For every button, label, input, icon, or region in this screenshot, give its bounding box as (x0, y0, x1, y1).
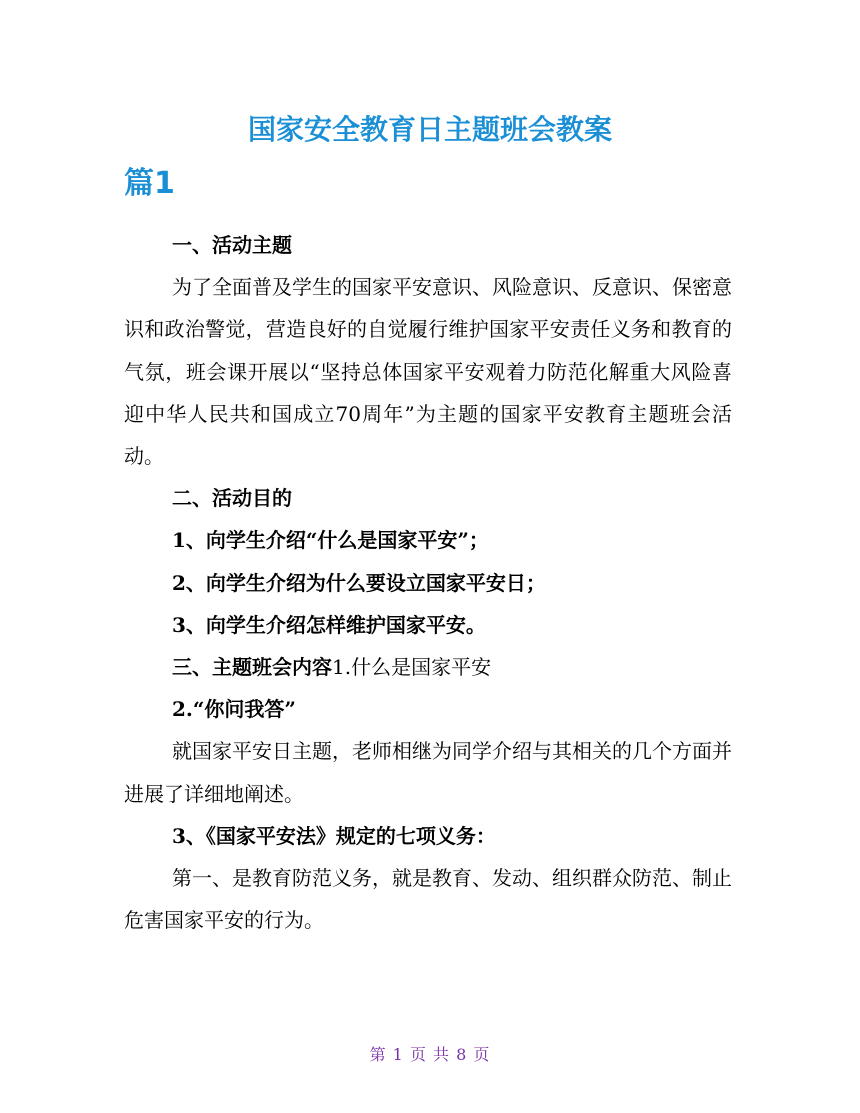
page-footer: 第 1 页 共 8 页 (369, 1045, 491, 1064)
heading-qa: 2.“你问我答” (172, 697, 296, 722)
document-title: 国家安全教育日主题班会教案 (247, 113, 612, 146)
class-content-item-1: 1.什么是国家平安 (332, 655, 492, 680)
heading-activity-purpose: 二、活动目的 (172, 486, 292, 511)
paragraph-activity-theme: 为了全面普及学生的国家平安意识、风险意识、反意识、保密意识和政治警觉，营造良好的自觉履行维护国家平安责任义务和教育的气氛，班会课开展以“坚持总体国家平安观着力防范化解重大风险喜迎中华人民共和国成立70周年”为主题的国家平安教育主题班会活动。 (124, 275, 732, 469)
section-heading: 篇1 (124, 166, 175, 201)
heading-seven-duties: 3、《国家平安法》规定的七项义务： (172, 823, 496, 848)
class-content-label: 三、主题班会内容 (172, 655, 332, 680)
document-body (124, 224, 732, 941)
heading-activity-theme: 一、活动主题 (172, 233, 292, 257)
paragraph-duty-1: 第一、是教育防范义务，就是教育、发动、组织群众防范、制止危害国家平安的行为。 (124, 866, 732, 933)
purpose-item-2: 2、向学生介绍为什么要设立国家平安日； (172, 570, 546, 595)
heading-class-content (124, 646, 732, 688)
paragraph-qa: 就国家平安日主题，老师相继为同学介绍与其相关的几个方面并进展了详细地阐述。 (124, 739, 732, 806)
purpose-item-1: 1、向学生介绍“什么是国家平安”； (172, 528, 489, 553)
purpose-item-3: 3、向学生介绍怎样维护国家平安。 (172, 612, 486, 637)
